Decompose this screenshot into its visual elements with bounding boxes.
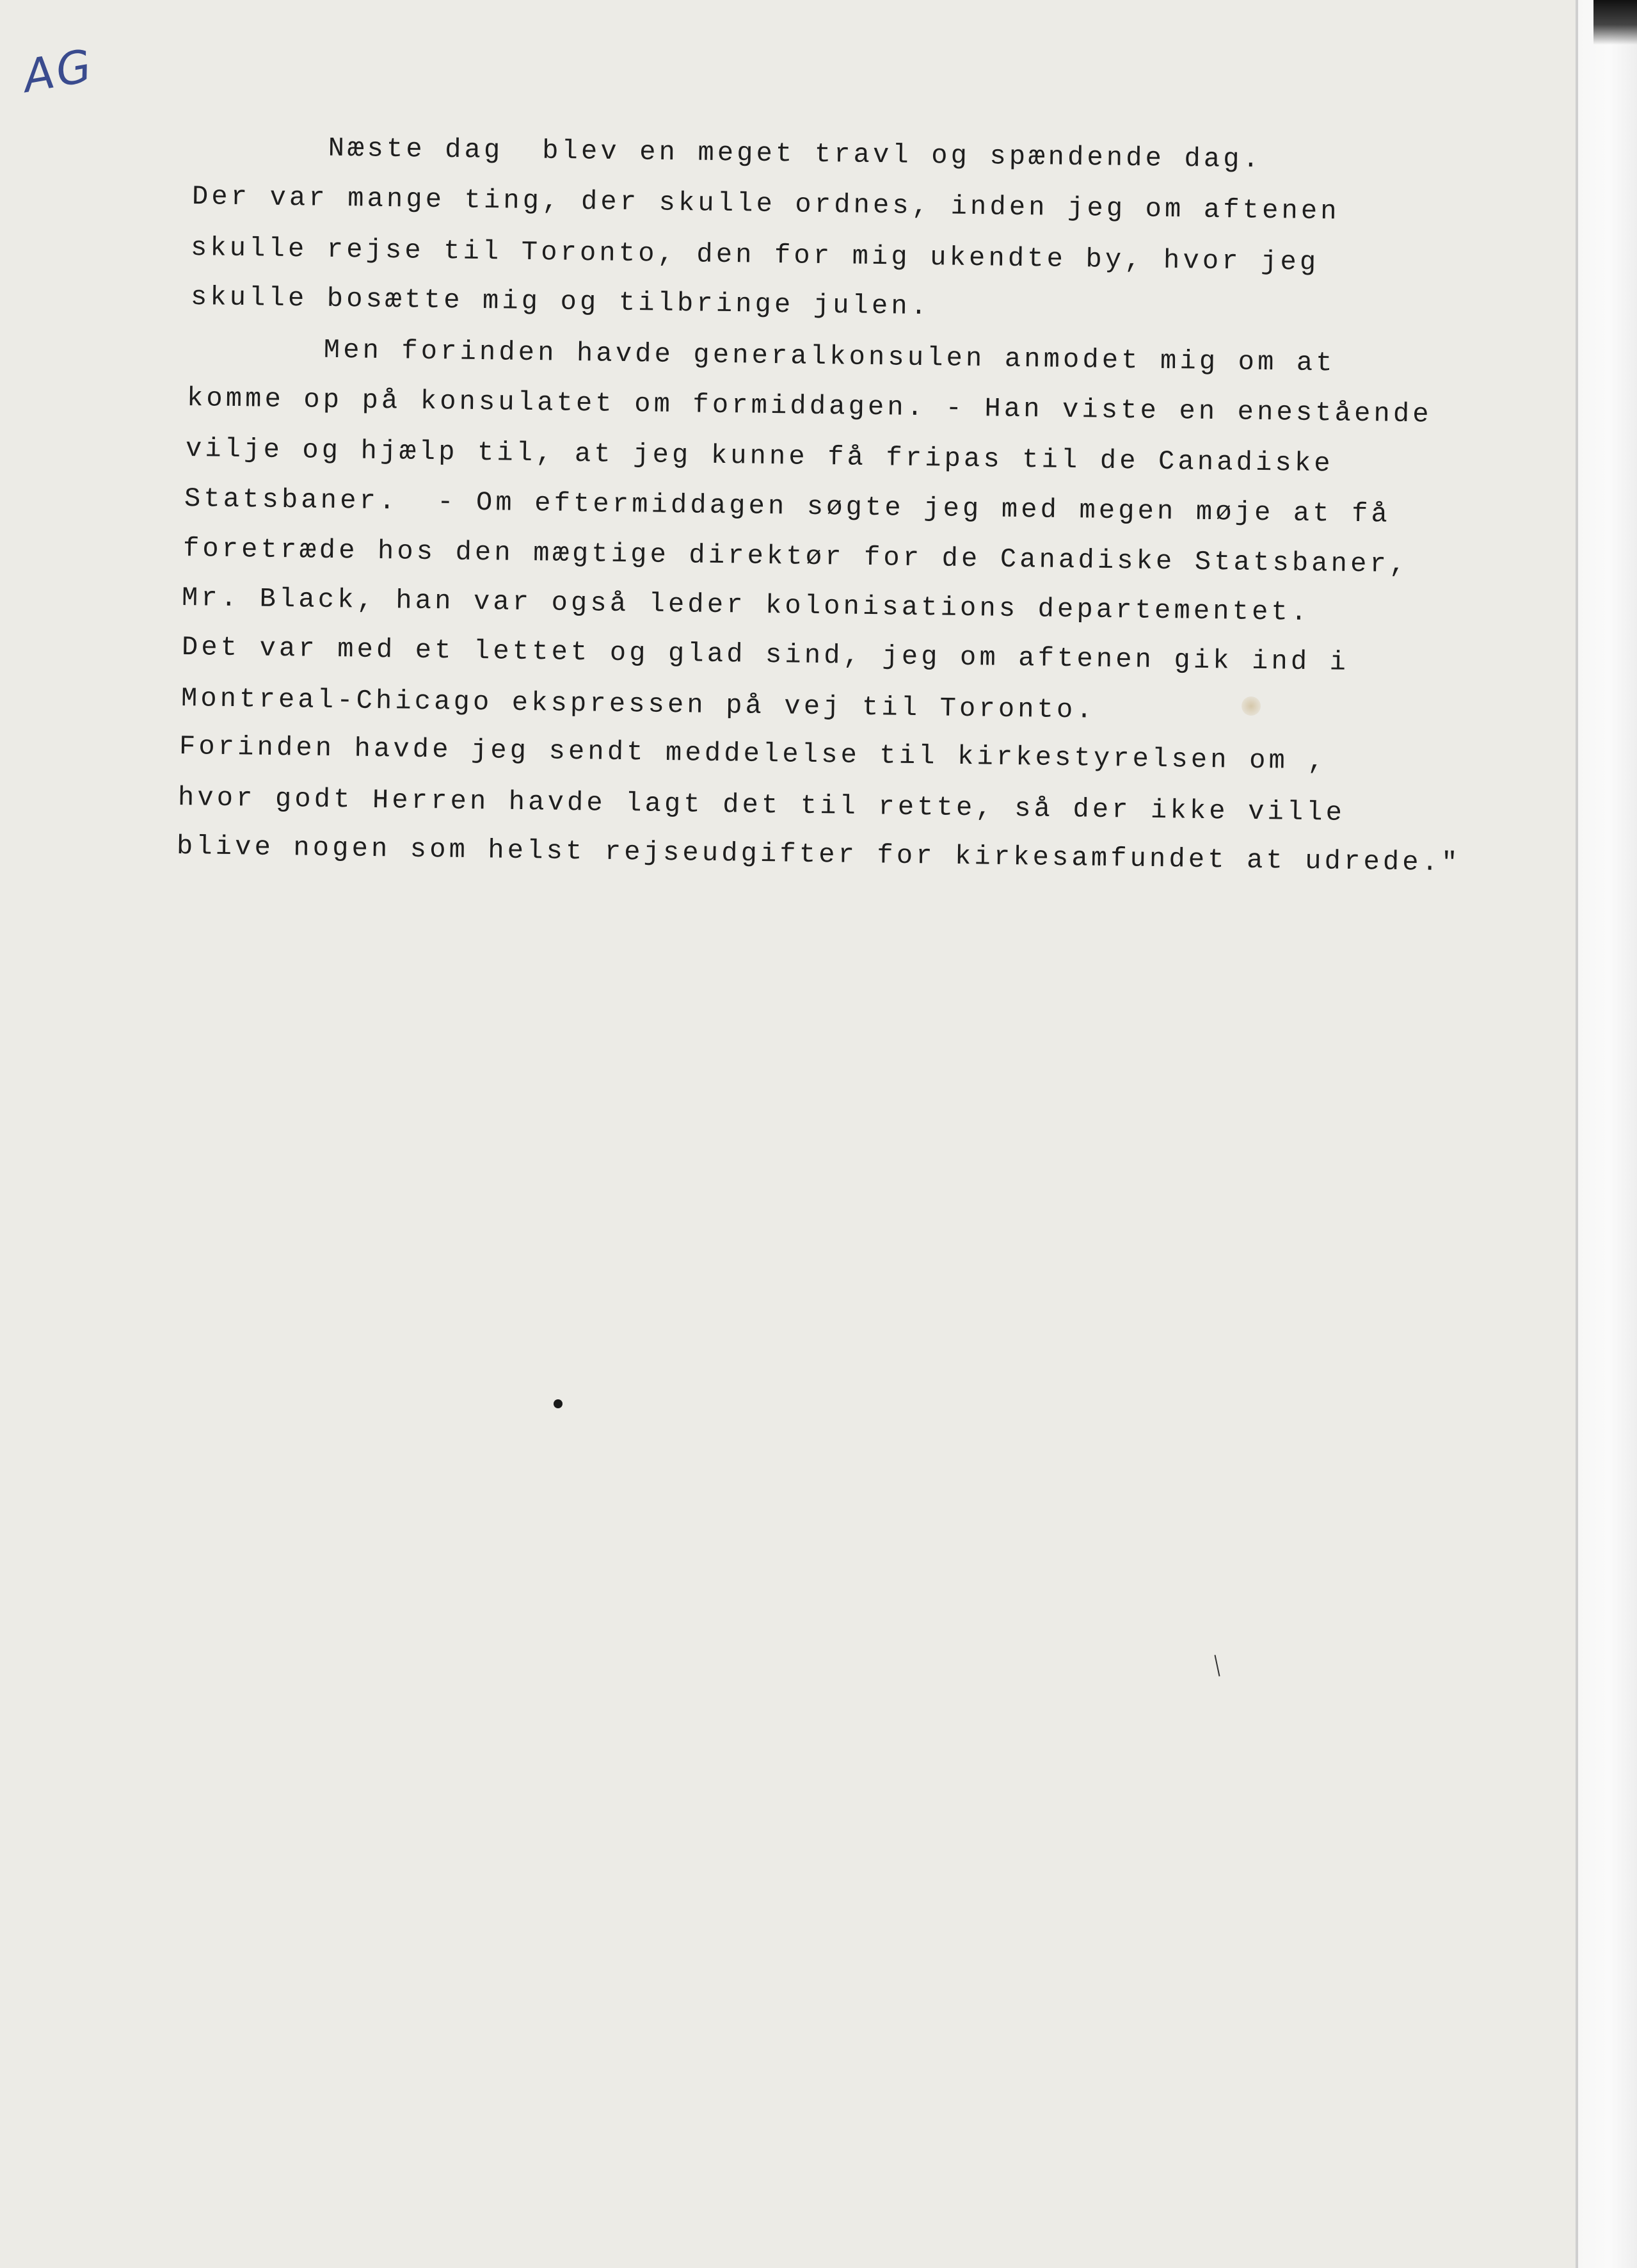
paper-stain: [1242, 696, 1261, 716]
text-line: Mr. Black, han var også leder kolonisations departementet.: [181, 583, 1311, 629]
text-line: Der var mange ting, der skulle ordnes, inden jeg om aftenen: [191, 181, 1341, 227]
ink-dot: [554, 1399, 563, 1408]
text-line: skulle bosætte mig og tilbringe julen.: [190, 282, 930, 323]
corner-shadow: [1593, 0, 1637, 45]
handwritten-mark: AG: [19, 38, 98, 103]
text-line: komme op på konsulatet om formiddagen. - Han viste en enestående: [186, 383, 1433, 430]
text-line: skulle rejse til Toronto, den for mig ukendte by, hvor jeg: [190, 232, 1320, 278]
scanner-backing: [1578, 0, 1637, 2268]
text-line: Forinden havde jeg sendt meddelelse til kirkestyrelsen om ,: [179, 731, 1328, 777]
text-line: vilje og hjælp til, at jeg kunne få fripas til de Canadiske: [185, 433, 1334, 479]
text-line: Men forinden havde generalkonsulen anmodet mig om at: [187, 333, 1336, 379]
text-line: hvor godt Herren havde lagt det til rette, så der ikke ville: [177, 782, 1346, 828]
text-line: Det var med et lettet og glad sind, jeg om aftenen gik ind i: [181, 632, 1350, 678]
text-line: Næste dag blev en meget travl og spændende dag.: [191, 131, 1263, 175]
text-line: Montreal-Chicago ekspressen på vej til Toronto.: [180, 683, 1096, 726]
text-line: foretræde hos den mægtige direktør for de Canadiske Statsbaner,: [182, 533, 1409, 581]
text-line: blive nogen som helst rejseudgifter for kirkesamfundet at udrede.": [176, 831, 1461, 879]
text-line: Statsbaner. - Om eftermiddagen søgte jeg med megen møje at få: [184, 483, 1391, 530]
